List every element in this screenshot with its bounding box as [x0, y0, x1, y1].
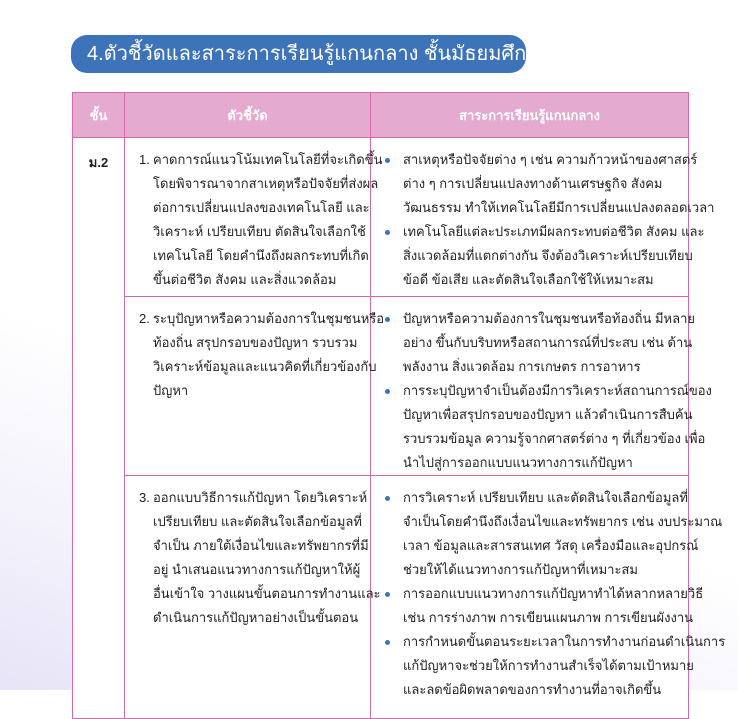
indicator-line	[139, 220, 364, 244]
bullet-line: นำไปสู่การออกแบบแนวทางการแก้ปัญหา	[403, 455, 633, 470]
bullet-line: สาเหตุหรือปัจจัยต่าง ๆ เช่น ความก้าวหน้าของศาสตร์	[403, 152, 698, 167]
bullet-item	[383, 148, 715, 220]
indicator-line	[139, 582, 381, 606]
indicator-line	[139, 534, 369, 558]
indicator-text: ท้องถิ่น สรุปกรอบของปัญหา รวบรวม	[153, 335, 358, 350]
bullet-line: อย่าง ขึ้นกับบริบทหรือสถานการณ์ที่ประสบ เช่น ด้าน	[403, 335, 693, 350]
indicator-text: ดำเนินการแก้ปัญหาอย่างเป็นขั้นตอน	[153, 610, 359, 625]
bullet-icon	[385, 496, 390, 501]
bullet-line: การออกแบบแนวทางการแก้ปัญหาทำได้หลากหลายวิธี	[403, 586, 704, 601]
indicator-number: 3.	[139, 490, 150, 505]
section-title: 4.ตัวชี้วัดและสาระการเรียนรู้แกนกลาง ชั้นมัธยมศึกษาปีที่ 2	[71, 35, 526, 73]
curriculum-table	[72, 92, 726, 719]
indicator-text: เทคโนโลยี โดยคำนึงถึงผลกระทบที่เกิด	[153, 248, 369, 263]
indicator-line	[139, 379, 364, 403]
indicator-text: ขึ้นต่อชีวิต สังคม และสิ่งแวดล้อม	[153, 272, 337, 287]
indicator-line	[139, 331, 364, 355]
grade-cell: ม.2	[73, 138, 125, 719]
indicator-text: ออกแบบวิธีการแก้ปัญหา โดยวิเคราะห์	[153, 490, 368, 505]
indicator-text: โดยพิจารณาจากสาเหตุหรือปัจจัยที่ส่งผล	[153, 176, 379, 191]
table-row	[73, 138, 689, 297]
bullet-line: พลังงาน สิ่งแวดล้อม การเกษตร การอาหาร	[403, 359, 641, 374]
bullet-icon	[385, 389, 390, 394]
bullet-line: เวลา ข้อมูลและสารสนเทศ วัสดุ เครื่องมือและอุปกรณ์	[403, 538, 699, 553]
indicator-number: 2.	[139, 311, 150, 326]
bullet-line: วัฒนธรรม ทำให้เทคโนโลยีมีการเปลี่ยนแปลงตลอดเวลา	[403, 200, 715, 215]
indicator-text: วิเคราะห์ข้อมูลและแนวคิดที่เกี่ยวข้องกับ	[153, 359, 377, 374]
bullet-icon	[385, 317, 390, 322]
indicator-line	[139, 244, 369, 268]
indicator-line	[139, 486, 368, 510]
indicator-line	[139, 606, 364, 630]
indicator-cell	[125, 476, 381, 719]
core-content-cell	[371, 138, 715, 297]
indicator-text: ระบุปัญหาหรือความต้องการในชุมชนหรือ	[153, 311, 385, 326]
core-content-cell	[371, 297, 712, 476]
indicator-text: คาดการณ์แนวโน้มเทคโนโลยีที่จะเกิดขึ้น	[153, 152, 383, 167]
bullet-icon	[385, 230, 390, 235]
indicator-text: จำเป็น ภายใต้เงื่อนไขและทรัพยากรที่มี	[153, 538, 369, 553]
bullet-icon	[385, 592, 390, 597]
bullet-line: การกำหนดขั้นตอนระยะเวลาในการทำงานก่อนดำเนินการ	[403, 634, 726, 649]
bullet-line: ข้อดี ข้อเสีย และตัดสินใจเลือกใช้ให้เหมาะสม	[403, 272, 654, 287]
bullet-icon	[385, 640, 390, 645]
header-core-content: สาระการเรียนรู้แกนกลาง	[371, 93, 689, 138]
table-header-row	[73, 93, 689, 138]
indicator-line	[139, 307, 385, 331]
indicator-cell	[125, 297, 385, 476]
table-row	[73, 476, 689, 719]
header-grade: ชั้น	[73, 93, 125, 138]
indicator-text: อื่นเข้าใจ วางแผนขั้นตอนการทำงานและ	[153, 586, 381, 601]
bullet-line: ปัญหาเพื่อสรุปกรอบของปัญหา แล้วดำเนินการสืบค้น	[403, 407, 693, 422]
bullet-line: เทคโนโลยีแต่ละประเภทมีผลกระทบต่อชีวิต สังคม และ	[403, 224, 705, 239]
bullet-line: จำเป็นโดยคำนึงถึงเงื่อนไขและทรัพยากร เช่น งบประมาณ	[403, 514, 723, 529]
bullet-line: สิ่งแวดล้อมที่แตกต่างกัน จึงต้องวิเคราะห์เปรียบเทียบ	[403, 248, 693, 263]
bullet-line: รวบรวมข้อมูล ความรู้จากศาสตร์ต่าง ๆ ที่เกี่ยวข้อง เพื่อ	[403, 431, 706, 446]
bullet-item	[383, 220, 705, 292]
bullet-item	[383, 630, 726, 702]
bullet-item	[383, 379, 712, 475]
bullet-line: และลดข้อผิดพลาดของการทำงานที่อาจเกิดขึ้น	[403, 682, 662, 697]
bullet-item	[383, 582, 704, 630]
indicator-text: ปัญหา	[153, 383, 189, 398]
bullet-line: ปัญหาหรือความต้องการในชุมชนหรือท้องถิ่น มีหลาย	[403, 311, 695, 326]
bullet-line: เช่น การร่างภาพ การเขียนแผนภาพ การเขียนผังงาน	[403, 610, 694, 625]
bullet-line: การวิเคราะห์ เปรียบเทียบ และตัดสินใจเลือกข้อมูลที่	[403, 490, 688, 505]
bullet-icon	[385, 158, 390, 163]
indicator-line	[139, 172, 379, 196]
header-indicator: ตัวชี้วัด	[125, 93, 371, 138]
indicator-cell	[125, 138, 383, 297]
indicator-line	[139, 558, 364, 582]
table-row	[73, 297, 689, 476]
indicator-number: 1.	[139, 152, 150, 167]
bullet-line: ช่วยให้ได้แนวทางการแก้ปัญหาที่เหมาะสม	[403, 562, 638, 577]
indicator-text: ต่อการเปลี่ยนแปลงของเทคโนโลยี และ	[153, 200, 370, 215]
indicator-line	[139, 355, 377, 379]
indicator-line	[139, 148, 383, 172]
indicator-text: วิเคราะห์ เปรียบเทียบ ตัดสินใจเลือกใช้	[153, 224, 366, 239]
indicator-line	[139, 510, 364, 534]
bullet-item	[383, 307, 695, 379]
indicator-text: เปรียบเทียบ และตัดสินใจเลือกข้อมูลที่	[153, 514, 362, 529]
indicator-line	[139, 268, 364, 292]
bullet-line: แก้ปัญหาจะช่วยให้การทำงานสำเร็จได้ตามเป้าหมาย	[403, 658, 694, 673]
indicator-line	[139, 196, 370, 220]
bullet-item	[383, 486, 723, 582]
bullet-line: ต่าง ๆ การเปลี่ยนแปลงทางด้านเศรษฐกิจ สังคม	[403, 176, 663, 191]
indicator-text: อยู่ นำเสนอแนวทางการแก้ปัญหาให้ผู้	[153, 562, 361, 577]
core-content-cell	[371, 476, 726, 719]
bullet-line: การระบุปัญหาจำเป็นต้องมีการวิเคราะห์สถานการณ์ของ	[403, 383, 712, 398]
